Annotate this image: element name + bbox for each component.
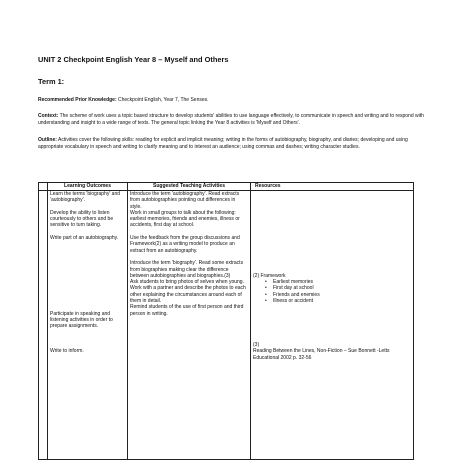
prior-knowledge-label: Recommended Prior Knowledge: xyxy=(38,97,117,103)
prior-knowledge-text: Checkpoint English, Year 7, The Senses. xyxy=(116,97,209,103)
reference-number: (3) xyxy=(253,342,260,349)
activity-item: Ask students to bring photos of selves when young. Work with a partner and describe the photos to each other explaining the circumstances around each of them in detail. xyxy=(130,279,246,305)
reference-text: Reading Between the Lines, Non-Fiction – Sue Bonnett -Letts Educational 2002 p. 32-56 xyxy=(253,348,390,361)
outcome-item: Write part of an autobiography. xyxy=(50,235,119,242)
outline-label: Outline: xyxy=(38,137,57,143)
table-header-resources: Resources xyxy=(251,183,414,191)
outline-paragraph xyxy=(38,137,428,150)
activity-item: Use the feedback from the group discussions and Framework(2) as a writing model to produce an extract from an autobiography. xyxy=(130,235,240,254)
outline-text: Activities cover the following skills: reading for explicit and implicit meaning; writing in the forms of autobiography, biography, and diaries; developing and using appropriate vocabulary in speech and writing to clarify meaning and to interest an audience; using commas and dashes; writing character studies. xyxy=(38,137,408,150)
document-title: UNIT 2 Checkpoint English Year 8 – Myself and Others xyxy=(38,55,229,64)
list-item: • Earliest memories xyxy=(273,279,411,285)
table-header-blank xyxy=(39,183,48,191)
table-header-row xyxy=(39,183,414,191)
framework-label: (2) Framework xyxy=(253,272,286,279)
table-header-activities: Suggested Teaching Activities xyxy=(128,183,251,191)
outcomes-cell xyxy=(48,191,128,460)
outcome-item: Write to inform. xyxy=(50,348,84,355)
context-text: The scheme of work uses a topic based structure to develop students' abilities to use language effectively, to communicate in speech and writing and to respond with understanding and insight to a wide range of texts. The general topic linking the Year 8 activities is 'Myself and Others'. xyxy=(38,113,424,126)
prior-knowledge-paragraph xyxy=(38,97,428,104)
outcome-item: Develop the ability to listen courteously to others and be sensitive to turn taking. xyxy=(50,209,114,229)
outcome-item: Learn the terms 'biography' and 'autobiography'. xyxy=(50,191,121,204)
activity-item: Remind students of the use of first person and third person in writing. xyxy=(130,304,244,317)
table-cell-blank xyxy=(39,191,48,460)
table-header-outcomes: Learning Outcomes xyxy=(48,183,128,191)
list-item: • Friends and enemies xyxy=(273,292,411,298)
outcome-item: Participate in speaking and listening activities in order to prepare assignments. xyxy=(50,310,113,330)
activity-item: Introduce the term 'autobiography'. Read extracts from autobiographies pointing out differences in style. xyxy=(130,191,240,210)
list-item: • First day at school xyxy=(273,285,411,291)
context-label: Context: xyxy=(38,113,59,119)
activities-cell xyxy=(128,191,251,460)
activity-item: Introduce the term 'biography'. Read some extracts from biographies making clear the difference between autobiographies and biographies.(3) xyxy=(130,260,244,279)
table-row xyxy=(39,191,414,460)
term-heading: Term 1: xyxy=(38,77,65,86)
resources-cell xyxy=(251,191,414,460)
scheme-of-work-table xyxy=(38,182,414,460)
list-item: • Illness or accident xyxy=(273,298,411,304)
activity-item: Work in small groups to talk about the following: earliest memories, friends and enemies, illness or accidents, first day at school. xyxy=(130,209,240,229)
context-paragraph xyxy=(38,113,428,126)
framework-list xyxy=(253,279,411,304)
